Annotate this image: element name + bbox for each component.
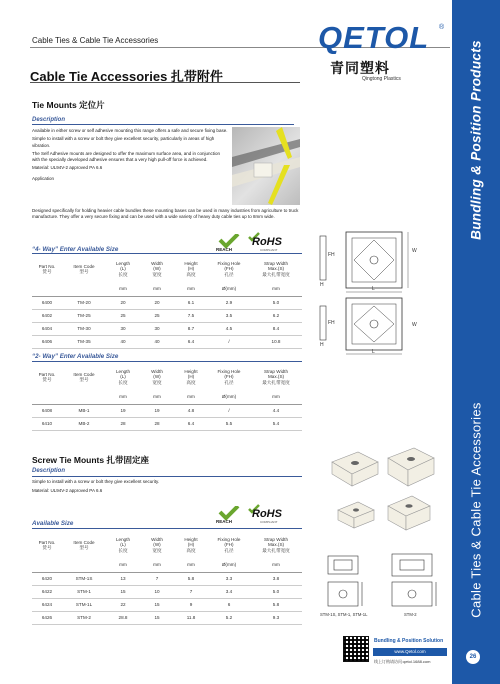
column-header (32, 364, 62, 390)
unit-cell: Ø(mm) (208, 282, 250, 296)
column-header (106, 256, 140, 282)
header-line: Max.(S) (267, 266, 285, 272)
screw-mount-photo-graphic (318, 440, 448, 550)
header-line: 高度 (186, 547, 196, 553)
header-line: Width (151, 260, 163, 266)
table-cell: 13 (106, 572, 140, 585)
material-text: Material: UL94V-2 approved PA 6.6 (32, 488, 103, 494)
qr-code[interactable] (343, 636, 369, 662)
footer-shop-link[interactable]: 线上订购请访问:qetol.1688.com (374, 659, 431, 664)
table-row (32, 309, 302, 322)
column-header (208, 364, 250, 390)
header-line: 高度 (186, 271, 196, 277)
table-cell: 28.8 (106, 611, 140, 624)
header-line: (L) (120, 266, 126, 272)
table-header-row (32, 256, 302, 282)
header-line: Length (115, 368, 131, 374)
table-cell: 22 (106, 598, 140, 611)
table-cell: 40 (140, 335, 174, 348)
sidebar-bottom-text: Cable Ties & Cable Tie Accessories (468, 402, 484, 618)
header-line: Width (151, 368, 163, 374)
column-header (174, 364, 208, 390)
description-paragraph: The Self Adhesive mounts are designed to offer the maximum surface area, and in conjunction with the specially developed adhesive ensures that a very high pull-off force is achieved. (32, 150, 221, 163)
unit-cell: mm (140, 282, 174, 296)
table-cell: STM-2 (62, 611, 106, 624)
column-header (208, 256, 250, 282)
width-label: W (412, 322, 417, 328)
table-cell: 5.4 (250, 417, 302, 430)
stm-series-caption: STM-1S, STM-1, STM-1L (320, 612, 368, 617)
unit-cell (62, 558, 106, 572)
table2-caption: “2- Way” Enter Available Size (32, 353, 119, 360)
table-cell: 7 (174, 585, 208, 598)
table-row (32, 296, 302, 309)
table-units-row (32, 282, 302, 296)
unit-cell: mm (174, 558, 208, 572)
header-line: Strap Width (264, 368, 288, 374)
header-line: (L) (120, 374, 126, 380)
header-line: 最大扎带宽度 (262, 379, 290, 385)
table-row (32, 611, 302, 624)
header-line: 货号 (42, 545, 52, 550)
column-header (32, 532, 62, 558)
table-cell: 30 (106, 322, 140, 335)
screw-mounts-title: Screw Tie Mounts 扎带固定座 (32, 455, 149, 465)
unit-cell (32, 558, 62, 572)
header-line: 高度 (186, 379, 196, 385)
header-line: Item Code (73, 263, 95, 269)
header-line: (H) (187, 266, 195, 272)
description-paragraph: Simple to install with a screw or bolt they give excellent security. (32, 479, 160, 484)
table-cell: 15 (140, 611, 174, 624)
table-cell: MB-1 (62, 404, 106, 417)
table-row (32, 572, 302, 585)
table-row (32, 585, 302, 598)
table-cell: 28 (106, 417, 140, 430)
table-cell: 6.1 (174, 296, 208, 309)
header-line: Item Code (73, 539, 95, 545)
footer-slogan: Bundling & Position Solution (374, 638, 444, 644)
header-line: 宽度 (152, 547, 162, 553)
header-line: 最大扎带宽度 (262, 547, 290, 553)
header-line: (H) (187, 374, 195, 380)
table-units-row (32, 558, 302, 572)
unit-cell: mm (140, 390, 174, 404)
table-cell: 6402 (32, 309, 62, 322)
reach-checkmark-icon (216, 506, 240, 528)
description-paragraph: Simple to install with a screw or bolt they give excellent security, particularly in areas of high vibration. (32, 136, 215, 148)
table2-divider (32, 361, 302, 362)
table-cell: 6 (208, 598, 250, 611)
application-text: Designed specifically for holding heavier cable bundles these mounting bases can be used in many industries from agriculture to truck manufacture. They offer a very secure fixing and can be used with a wide variety of heavy duty cable ties up to 8mm wide. (32, 208, 299, 220)
table-cell: / (208, 404, 250, 417)
two-way-mount-diagram (318, 292, 450, 356)
screw-mounts-description-heading: Description (32, 468, 66, 474)
column-header (106, 364, 140, 390)
screw-mount-product-photos (318, 440, 448, 550)
header-line: Strap Width (264, 260, 288, 266)
unit-cell: mm (106, 390, 140, 404)
table-cell: 7.5 (174, 309, 208, 322)
header-line: 长度 (118, 547, 128, 553)
table-cell: 6.4 (174, 417, 208, 430)
screw-mount-drawings (318, 548, 448, 624)
tie-mounts-title: Tie Mounts 定位片 (32, 100, 105, 110)
header-line: 货号 (42, 269, 52, 274)
screw-mounts-description (32, 479, 300, 495)
table-cell: 6408 (32, 404, 62, 417)
table-cell: 10.8 (250, 335, 302, 348)
table-cell: TM-20 (62, 296, 106, 309)
header-line: (W) (153, 266, 161, 272)
table3 (32, 532, 302, 625)
header-line: (FH) (224, 266, 234, 272)
title-divider (30, 82, 300, 83)
reach-label: REACH (216, 247, 233, 252)
description-divider (32, 124, 294, 125)
length-label: L (372, 286, 375, 292)
header-line: Part No. (38, 371, 56, 377)
description-divider (32, 476, 302, 477)
table-cell: 6420 (32, 572, 62, 585)
table-cell: 4.8 (174, 404, 208, 417)
table-row (32, 417, 302, 430)
table-cell: 6400 (32, 296, 62, 309)
table-cell: 9.3 (250, 611, 302, 624)
table-cell: 5.8 (174, 572, 208, 585)
table-row (32, 404, 302, 417)
header-line: Height (184, 368, 198, 374)
table-cell: 19 (106, 404, 140, 417)
table-cell: 25 (106, 309, 140, 322)
unit-cell: mm (250, 390, 302, 404)
length-label: L (372, 349, 375, 355)
header-line: Part No. (38, 263, 56, 269)
rohs-label: RoHS (252, 236, 282, 248)
rohs-compliant: COMPLIANT (260, 520, 278, 524)
table-row (32, 598, 302, 611)
table-cell: 5.2 (208, 611, 250, 624)
logo-graphic (318, 20, 446, 54)
column-header (174, 256, 208, 282)
table-header-row (32, 364, 302, 390)
header-line: (W) (153, 542, 161, 548)
table-cell: TM-35 (62, 335, 106, 348)
table-row (32, 335, 302, 348)
column-header (140, 256, 174, 282)
table-cell: 3.5 (208, 309, 250, 322)
header-line: Length (115, 260, 131, 266)
header-line: Max.(S) (267, 542, 285, 548)
unit-cell: mm (250, 282, 302, 296)
unit-cell: mm (174, 390, 208, 404)
footer-website[interactable]: www.Qetol.com (373, 648, 447, 656)
header-line: 型号 (79, 545, 89, 550)
table-cell: 6410 (32, 417, 62, 430)
stm2-caption: STM-2 (404, 612, 417, 617)
application-label: Application (32, 175, 55, 181)
sidebar-top-text: Bundling & Position Products (468, 40, 484, 240)
height-label: H (320, 342, 324, 348)
table1-caption: “4- Way” Enter Available Size (32, 246, 119, 253)
header-line: (FH) (224, 542, 234, 548)
header-category: Cable Ties & Cable Tie Accessories (32, 36, 159, 45)
fixing-hole-label: FH (328, 320, 335, 326)
header-line: 孔径 (224, 379, 234, 385)
table-cell: 15 (106, 585, 140, 598)
material-text: Material: UL94V-2 approved PA 6.6 (32, 165, 103, 171)
logo-registered-mark: ® (439, 24, 445, 31)
table2 (32, 364, 302, 431)
header-line: 长度 (118, 379, 128, 385)
reach-badge (216, 234, 236, 254)
table-cell: 28 (140, 417, 174, 430)
table-cell: 2.9 (208, 296, 250, 309)
tie-mount-product-photo (232, 127, 300, 205)
table-cell: 20 (106, 296, 140, 309)
table-cell: 5.0 (250, 296, 302, 309)
four-way-mount-diagram (318, 226, 450, 294)
table-cell: 15 (140, 598, 174, 611)
column-header (62, 364, 106, 390)
unit-cell (32, 282, 62, 296)
unit-cell: mm (106, 558, 140, 572)
header-line: Fixing Hole (217, 260, 241, 266)
reach-badge (216, 506, 236, 526)
logo-cn-name: 青同塑料 (330, 61, 390, 77)
column-header (106, 532, 140, 558)
unit-cell (62, 282, 106, 296)
table-cell: TM-30 (62, 322, 106, 335)
logo-wordmark: QETOL (318, 20, 430, 54)
page-number: 26 (466, 650, 480, 664)
column-header (32, 256, 62, 282)
table-cell: 6.4 (174, 335, 208, 348)
table1 (32, 256, 302, 349)
unit-cell (62, 390, 106, 404)
unit-cell: Ø(mm) (208, 390, 250, 404)
header-line: Part No. (38, 539, 56, 545)
table-cell: 6426 (32, 611, 62, 624)
page-title: Cable Tie Accessories 扎带附件 (30, 69, 223, 84)
description-paragraph: Available in either screw or self adhesive mounting this range offers a safe and secure fixing base. (32, 128, 228, 133)
header-line: Height (184, 260, 198, 266)
header-line: (L) (120, 542, 126, 548)
table-cell: 40 (106, 335, 140, 348)
table1-divider (32, 253, 302, 254)
column-header (250, 532, 302, 558)
column-header (174, 532, 208, 558)
header-line: 最大扎带宽度 (262, 271, 290, 277)
table-row (32, 322, 302, 335)
column-header (62, 256, 106, 282)
header-line: (H) (187, 542, 195, 548)
column-header (62, 532, 106, 558)
fixing-hole-label: FH (328, 252, 335, 258)
column-header (140, 364, 174, 390)
header-line: Item Code (73, 371, 95, 377)
header-line: Fixing Hole (217, 368, 241, 374)
rohs-label: RoHS (252, 508, 282, 520)
header-line: (W) (153, 374, 161, 380)
table-cell: 3.8 (250, 572, 302, 585)
tie-mounts-description-heading: Description (32, 117, 66, 123)
header-line: 宽度 (152, 379, 162, 385)
column-header (140, 532, 174, 558)
table-cell: 4.4 (250, 404, 302, 417)
tie-mount-photo-graphic (232, 127, 300, 205)
table-cell: 7 (140, 572, 174, 585)
header-line: Height (184, 536, 198, 542)
unit-cell: Ø(mm) (208, 558, 250, 572)
table-cell: 11.8 (174, 611, 208, 624)
table-cell: 20 (140, 296, 174, 309)
header-line: 型号 (79, 377, 89, 382)
table-cell: 3.3 (208, 572, 250, 585)
unit-cell: mm (174, 282, 208, 296)
table-cell: / (208, 335, 250, 348)
reach-label: REACH (216, 519, 233, 524)
rohs-compliant: COMPLIANT (260, 248, 278, 252)
table-cell: 3.4 (208, 585, 250, 598)
unit-cell (32, 390, 62, 404)
four-way-mount-drawing (318, 226, 450, 294)
height-label: H (320, 282, 324, 288)
header-line: Fixing Hole (217, 536, 241, 542)
table-cell: 6404 (32, 322, 62, 335)
table-cell: 6406 (32, 335, 62, 348)
table-cell: 5.0 (250, 585, 302, 598)
table-cell: 25 (140, 309, 174, 322)
unit-cell: mm (140, 558, 174, 572)
header-line: 孔径 (224, 547, 234, 553)
header-line: 宽度 (152, 271, 162, 277)
table3-divider (32, 528, 302, 529)
header-line: 长度 (118, 271, 128, 277)
header-line: (FH) (224, 374, 234, 380)
table-cell: STM-1S (62, 572, 106, 585)
width-label: W (412, 248, 417, 254)
table-cell: 5.5 (208, 417, 250, 430)
logo-en-name: Qingtong Plastics (362, 76, 401, 82)
unit-cell: mm (106, 282, 140, 296)
table-cell: 5.8 (250, 598, 302, 611)
table-cell: 10 (140, 585, 174, 598)
header-line: 孔径 (224, 271, 234, 277)
tie-mounts-description (32, 128, 228, 182)
column-header (208, 532, 250, 558)
table-cell: TM-25 (62, 309, 106, 322)
table-cell: 4.5 (208, 322, 250, 335)
table-header-row (32, 532, 302, 558)
table-cell: 9 (174, 598, 208, 611)
table3-caption: Available Size (32, 520, 74, 527)
table-cell: STM-1L (62, 598, 106, 611)
column-header (250, 364, 302, 390)
table-cell: 6.2 (250, 309, 302, 322)
header-line: 型号 (79, 269, 89, 274)
table-cell: MB-2 (62, 417, 106, 430)
table-cell: 8.4 (250, 322, 302, 335)
two-way-mount-drawing (318, 292, 450, 356)
header-line: Max.(S) (267, 374, 285, 380)
table-units-row (32, 390, 302, 404)
header-line: Length (115, 536, 131, 542)
header-line: Strap Width (264, 536, 288, 542)
brand-logo (318, 20, 446, 54)
table-cell: 8.7 (174, 322, 208, 335)
table-cell: 6424 (32, 598, 62, 611)
table-cell: 19 (140, 404, 174, 417)
unit-cell: mm (250, 558, 302, 572)
table-cell: 30 (140, 322, 174, 335)
table-cell: STM-1 (62, 585, 106, 598)
header-line: 货号 (42, 377, 52, 382)
table-cell: 6422 (32, 585, 62, 598)
column-header (250, 256, 302, 282)
header-line: Width (151, 536, 163, 542)
